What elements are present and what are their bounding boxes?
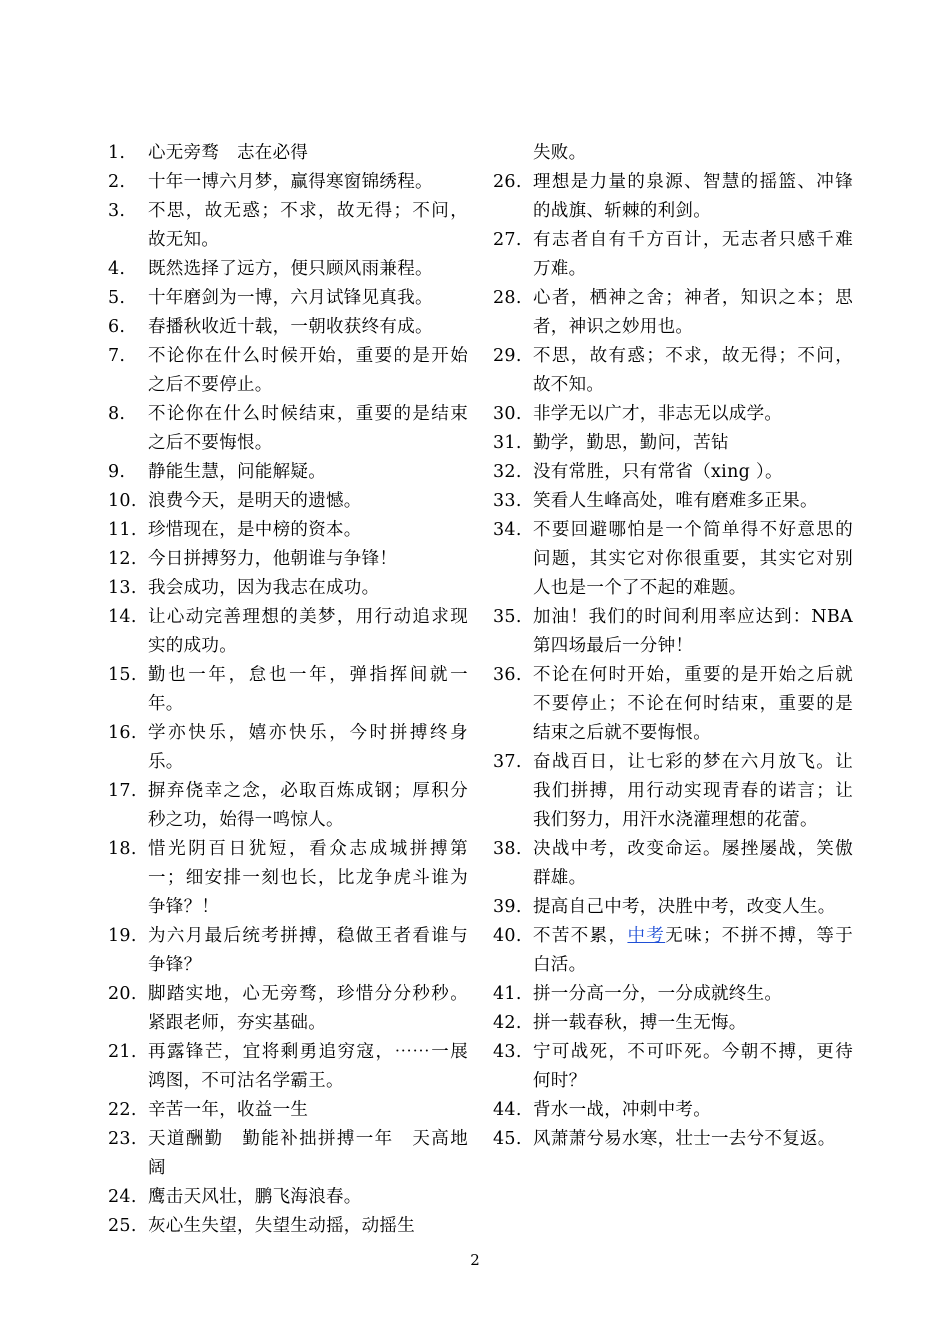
item-text: 宁可战死，不可吓死。今朝不搏，更待何时？ [533,1042,853,1091]
list-item [108,400,468,458]
list-item [493,226,853,284]
item-text: 非学无以广才，非志无以成学。 [533,404,783,424]
list-item [493,893,853,922]
item-number: 36. [493,665,522,685]
list-item [108,1038,468,1096]
item-text: 奋战百日，让七彩的梦在六月放飞。让我们拼搏，用行动实现青春的诺言；让我们努力，用汗水浇灌理想的花蕾。 [533,752,853,830]
item-text: 我会成功，因为我志在成功。 [148,578,380,598]
item-number: 22. [108,1100,137,1120]
item-text: 再露锋芒，宜将剩勇追穷寇，⋯⋯一展鸿图，不可沽名学霸王。 [148,1042,468,1091]
list-item [493,284,853,342]
item-number: 9. [108,462,126,482]
item-number: 39. [493,897,522,917]
item-text: 笑看人生峰高处，唯有磨难多正果。 [533,491,818,511]
item-text: 理想是力量的泉源、智慧的摇篮、冲锋的战旗、斩棘的利剑。 [533,172,853,221]
list-item [493,1096,853,1125]
list-item [108,458,468,487]
list-item [108,313,468,342]
list-item [493,661,853,748]
list-item [493,487,853,516]
list-item [108,980,468,1038]
item-number: 40. [493,926,522,946]
list-item [493,516,853,603]
item-text: 心无旁骛 志在必得 [148,143,309,163]
item-number: 14. [108,607,137,627]
item-number: 13. [108,578,137,598]
item-text: 提高自己中考，决胜中考，改变人生。 [533,897,836,917]
item-number: 19. [108,926,137,946]
list-item [108,1096,468,1125]
item-number: 10. [108,491,137,511]
list-item [108,603,468,661]
item-text: 有志者自有千方百计，无志者只感千难万难。 [533,230,853,279]
list-item [493,1038,853,1096]
item-text: 不思，故无惑；不求，故无得；不问，故无知。 [148,201,468,250]
item-text: 让心动完善理想的美梦，用行动追求现实的成功。 [148,607,468,656]
list-item [108,1212,468,1241]
item-text: 决战中考，改变命运。屡挫屡战，笑傲群雄。 [533,839,853,888]
item-number: 5. [108,288,126,308]
item-number: 18. [108,839,137,859]
item-number: 8. [108,404,126,424]
list-item [108,719,468,777]
item-number: 26. [493,172,522,192]
right-column [493,139,871,1154]
item-text: 为六月最后统考拼搏，稳做王者看谁与争锋？ [148,926,468,975]
item-text: 拼一载春秋，搏一生无悔。 [533,1013,747,1033]
item-text: 不思，故有惑；不求，故无得；不问，故不知。 [533,346,853,395]
item-text: 今日拼搏努力，他朝谁与争锋！ [148,549,398,569]
item-number: 37. [493,752,522,772]
list-item [108,1125,468,1183]
item-text: 既然选择了远方，便只顾风雨兼程。 [148,259,433,279]
item-number: 7. [108,346,126,366]
item-number: 27. [493,230,522,250]
item-number: 16. [108,723,137,743]
list-item [493,603,871,661]
item-number: 23. [108,1129,137,1149]
list-item [493,748,853,835]
page-number: 2 [470,1251,480,1269]
item-number: 42. [493,1013,522,1033]
item-number: 11. [108,520,137,540]
list-item [108,255,468,284]
item-number: 44. [493,1100,522,1120]
item-text: 浪费今天，是明天的遗憾。 [148,491,362,511]
item-text: 鹰击天风壮，鹏飞海浪春。 [148,1187,362,1207]
item-text: 脚踏实地，心无旁骛，珍惜分分秒秒。紧跟老师，夯实基础。 [148,984,468,1033]
item-text: 勤也一年，怠也一年，弹指挥间就一年。 [148,665,468,714]
continuation-text: 失败。 [533,143,587,163]
list-item [108,139,468,168]
item-number: 4. [108,259,126,279]
item-text: 拼一分高一分，一分成就终生。 [533,984,783,1004]
item-number: 33. [493,491,522,511]
list-item [493,980,853,1009]
item-number: 31. [493,433,522,453]
list-item [108,197,468,255]
item-text: 风萧萧兮易水寒，壮士一去兮不复返。 [533,1129,836,1149]
item-text: 摒弃侥幸之念，必取百炼成钢；厚积分秒之功，始得一鸣惊人。 [148,781,468,830]
list-item [493,168,853,226]
list-item [108,545,468,574]
item-text: 惜光阴百日犹短，看众志成城拼搏第一；细安排一刻也长，比龙争虎斗谁为争锋？！ [148,839,468,917]
item-text: 春播秋收近十载，一朝收获终有成。 [148,317,433,337]
list-item [493,458,853,487]
item-text: 静能生慧，问能解疑。 [148,462,326,482]
item-text: 天道酬勤 勤能补拙拼搏一年 天高地阔 [148,1129,468,1178]
list-item [493,1125,853,1154]
item-text: 十年磨剑为一博，六月试锋见真我。 [148,288,433,308]
item-number: 21. [108,1042,137,1062]
list-item [108,661,468,719]
list-item [108,487,468,516]
item-text: 辛苦一年，收益一生 [148,1100,309,1120]
item-text: 勤学，勤思，勤问，苦钻 [533,433,729,453]
item-number: 6. [108,317,126,337]
list-item [108,835,468,922]
list-item [493,835,853,893]
item-number: 3. [108,201,126,221]
item-number: 34. [493,520,522,540]
item-text: 心者，栖神之舍；神者，知识之本；思者，神识之妙用也。 [533,288,853,337]
list-item [493,1009,853,1038]
item-text: 不论你在什么时候开始，重要的是开始之后不要停止。 [148,346,468,395]
item-number: 35. [493,607,522,627]
item-text: 不论在何时开始，重要的是开始之后就不要停止；不论在何时结束，重要的是结束之后就不要悔恨。 [533,665,853,743]
item-number: 30. [493,404,522,424]
item-number: 25. [108,1216,137,1236]
item-number: 38. [493,839,522,859]
item-number: 12. [108,549,137,569]
item-text: 背水一战，冲刺中考。 [533,1100,711,1120]
item-number: 28. [493,288,522,308]
list-item [108,1183,468,1212]
list-item [108,342,468,400]
zhongkao-link[interactable]: 中考 [627,926,666,946]
item-number: 17. [108,781,137,801]
list-item [493,922,853,980]
item-text: 珍惜现在，是中榜的资本。 [148,520,362,540]
list-item [108,284,468,313]
item-text: 灰心生失望，失望生动摇，动摇生 [148,1216,415,1236]
list-item [493,429,853,458]
item-number: 32. [493,462,522,482]
list-item [493,342,853,400]
item-text: 不论你在什么时候结束，重要的是结束之后不要悔恨。 [148,404,468,453]
item-number: 29. [493,346,522,366]
item-number: 24. [108,1187,137,1207]
item-number: 20. [108,984,137,1004]
item-text: 十年一博六月梦，赢得寒窗锦绣程。 [148,172,433,192]
item-text: 加油！我们的时间利用率应达到：NBA 第四场最后一分钟！ [533,607,871,656]
item-number: 1. [108,143,126,163]
item-text [533,922,853,980]
list-item [108,574,468,603]
item-number: 2. [108,172,126,192]
item-text: 不要回避哪怕是一个简单得不好意思的问题，其实它对你很重要，其实它对别人也是一个了不起的难题。 [533,520,853,598]
item-text-before: 不苦不累， [533,926,628,946]
item-number: 41. [493,984,522,1004]
left-column [108,139,468,1241]
item-number: 43. [493,1042,522,1062]
item-text: 学亦快乐，嬉亦快乐，今时拼搏终身乐。 [148,723,468,772]
list-item [493,400,853,429]
item-number: 45. [493,1129,522,1149]
list-item [108,168,468,197]
item-text: 没有常胜，只有常省（xing ）。 [533,462,783,482]
item-number: 15. [108,665,137,685]
list-item [108,516,468,545]
list-item [108,777,468,835]
list-item [108,922,468,980]
item-text-after: 无味；不拼不搏，等于白活。 [533,926,854,975]
